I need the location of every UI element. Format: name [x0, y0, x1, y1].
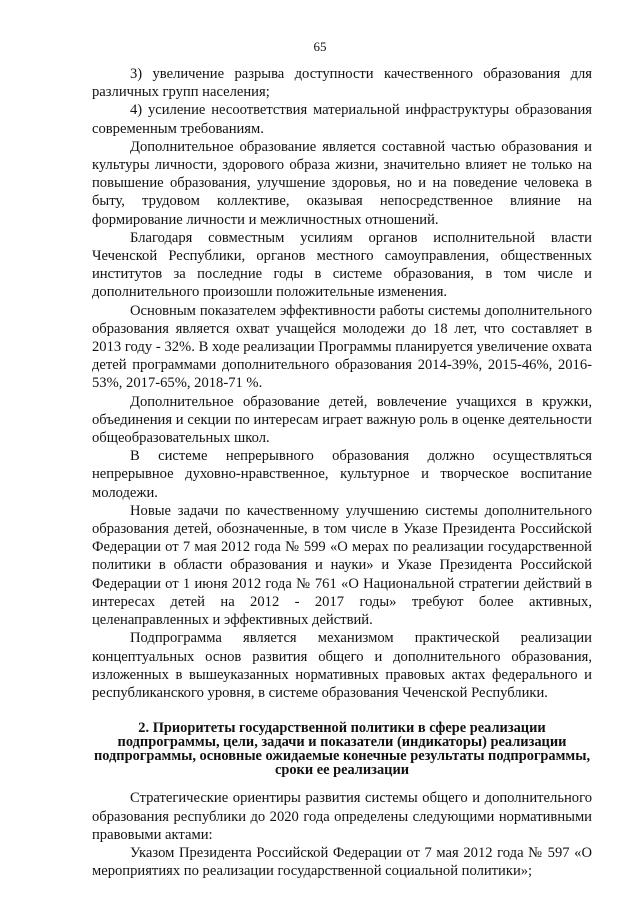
paragraph: Благодаря совместным усилиям органов исполнительной власти Чеченской Республики, органов местного самоуправления, общественных институтов за последние годы в системе образования, в том числе и дополнительного произошли положительные изменения.	[92, 229, 592, 301]
paragraph: 4) усиление несоответствия материальной инфраструктуры образования современным требованиям.	[92, 102, 592, 137]
paragraph: Подпрограмма является механизмом практической реализации концептуальных основ развития общего и дополнительного образования, изложенных в вышеуказанных нормативных правовых актах федерального и республиканского уровня, в системе образования Чеченской Республики.	[92, 630, 592, 701]
paragraph: Дополнительное образование детей, вовлечение учащихся в кружки, объединения и секции по интересам играет важную роль в оценке деятельности общеобразовательных школ.	[92, 393, 592, 447]
paragraph: Основным показателем эффективности работы системы дополнительного образования является охват учащейся молодежи до 18 лет, что составляет в 2013 году - 32%. В ходе реализации Программы планируется увеличение охвата детей программами дополнительного образования 2014-39%, 2015-46%, 2016-53%, 2017-65%, 2018-71 %.	[92, 302, 592, 392]
paragraph: Дополнительное образование является составной частью образования и культуры личности, здорового образа жизни, значительно влияет не только на повышение образования, улучшение здоровья, но и на поведение человека в быту, трудовом коллективе, оказывая непосредственное влияние на формирование личности и межличностных отношений.	[92, 138, 592, 228]
paragraph: В системе непрерывного образования должно осуществляться непрерывное духовно-нравственное, культурное и творческое воспитание молодежи.	[92, 448, 592, 501]
paragraph: Новые задачи по качественному улучшению системы дополнительного образования детей, обозначенные, в том числе в Указе Президента Российской Федерации от 7 мая 2012 года № 599 «О мерах по реализации государственной политики в области образования и науки» и Указе Президента Российской Федерации от 1 июня 2012 года № 761 «О Национальной стратегии действий в интересах детей на 2012 - 2017 годы» требуют более активных, целенаправленных и эффективных действий.	[92, 502, 592, 629]
page-number: 65	[313, 39, 327, 54]
section-heading: 2. Приоритеты государственной политики в сфере реализации подпрограммы, цели, задачи и показатели (индикаторы) реализации подпрограммы, основные ожидаемые конечные результаты подпрограммы, сроки ее реализации	[93, 720, 591, 778]
paragraph: Указом Президента Российской Федерации от 7 мая 2012 года № 597 «О мероприятиях по реализации государственной социальной политики»;	[92, 844, 592, 880]
paragraph: Стратегические ориентиры развития системы общего и дополнительного образования республики до 2020 года определены следующими нормативными правовыми актами:	[92, 790, 592, 843]
paragraph: 3) увеличение разрыва доступности качественного образования для различных групп населения;	[92, 66, 592, 101]
page-body	[92, 65, 592, 880]
